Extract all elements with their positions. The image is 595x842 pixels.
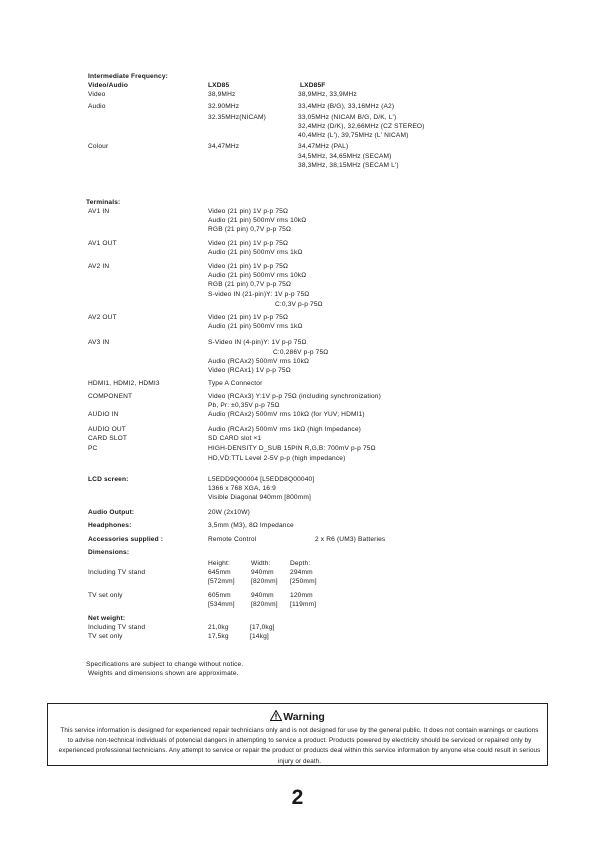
terminal-spec: Audio (RCAx2) 500mV rms 10kΩ — [208, 358, 310, 365]
accessories-batteries: 2 x R6 (UM3) Batteries — [315, 536, 386, 543]
terminal-spec: HD,VD:TTL Level 2-5V p-p (high impedance) — [208, 455, 346, 462]
weight-row-label: Including TV stand — [88, 624, 146, 631]
dim-value: 605mm — [208, 592, 231, 599]
terminal-spec: Audio (21 pin) 500mV rms 10kΩ — [208, 217, 307, 224]
terminal-spec: HIGH-DENSITY D_SUB 15PIN R,G,B: 700mV p-p 75Ω — [208, 445, 376, 452]
if-audio-b: 40,4MHz (L'), 39,75MHz (L' NICAM) — [298, 132, 409, 139]
terminal-label: AV1 IN — [88, 208, 110, 215]
if-audio-b: 33,05MHz (NICAM B/G, D/K, L') — [298, 114, 397, 121]
weight-value: 21,0kg — [208, 624, 229, 631]
dim-value: [250mm] — [290, 578, 317, 585]
dim-value: 645mm — [208, 569, 231, 576]
dim-value: 294mm — [290, 569, 313, 576]
accessories-remote: Remote Control — [208, 536, 257, 543]
net-weight-heading: Net weight: — [88, 615, 126, 622]
terminal-spec: C:0,286V p-p 75Ω — [273, 349, 329, 356]
warning-title: Warning — [283, 711, 325, 723]
terminal-spec: RGB (21 pin) 0,7V p-p 75Ω — [208, 226, 292, 233]
terminal-spec: Video (21 pin) 1V p-p 75Ω — [208, 263, 289, 270]
terminal-spec: Video (21 pin) 1V p-p 75Ω — [208, 314, 289, 321]
audio-output-value: 20W (2x10W) — [208, 509, 250, 516]
if-audio-a: 32.90MHz — [208, 103, 240, 110]
terminals-heading: Terminals: — [86, 199, 121, 206]
dim-row-label: TV set only — [88, 592, 123, 599]
note: Specifications are subject to change without notice. — [86, 661, 244, 668]
if-video-label: Video — [88, 91, 106, 98]
terminal-spec: Audio (21 pin) 500mV rms 1kΩ — [208, 249, 303, 256]
dim-value: [820mm] — [251, 601, 278, 608]
model-b-heading: LXD85F — [300, 82, 326, 89]
dim-value: 120mm — [290, 592, 313, 599]
weight-alt: [14kg] — [250, 633, 269, 640]
terminal-label: PC — [88, 445, 98, 452]
weight-alt: [17,0kg] — [250, 624, 275, 631]
audio-output-label: Audio Output: — [88, 509, 135, 516]
terminal-label: AV2 OUT — [88, 314, 117, 321]
terminal-label: CARD SLOT — [88, 435, 128, 442]
terminal-spec: Video (21 pin) 1V p-p 75Ω — [208, 240, 289, 247]
terminal-label: AV3 IN — [88, 339, 110, 346]
warning-triangle-icon — [270, 710, 282, 721]
if-colour-b: 34,47MHz (PAL) — [298, 143, 349, 150]
if-colour-label: Colour — [88, 143, 109, 150]
terminal-spec: Pb, Pr: ±0,35V p-p 75Ω — [208, 402, 280, 409]
headphones-value: 3,5mm (M3), 8Ω Impedance — [208, 522, 294, 529]
lcd-spec: Visible Diagonal 940mm [800mm] — [208, 494, 311, 501]
if-colour-a: 34,47MHz — [208, 143, 240, 150]
weight-row-label: TV set only — [88, 633, 123, 640]
terminal-spec: Video (RCAx1) 1V p-p 75Ω — [208, 367, 291, 374]
terminal-label: HDMI1, HDMI2, HDMI3 — [88, 380, 160, 387]
terminal-label: COMPONENT — [88, 393, 133, 400]
terminal-label: AUDIO OUT — [88, 426, 126, 433]
dim-row-label: Including TV stand — [88, 569, 146, 576]
page-number: 2 — [291, 786, 304, 809]
dim-value: [119mm] — [290, 601, 317, 608]
terminal-spec: Audio (RCAx2) 500mV rms 1kΩ (high Impedance) — [208, 426, 361, 433]
terminal-spec: S-Video IN (4-pin)Y: 1V p-p 75Ω — [208, 339, 307, 346]
dim-col-depth: Depth: — [290, 560, 311, 567]
if-col-head: Video/Audio — [88, 82, 128, 89]
if-video-a: 38,9MHz — [208, 91, 236, 98]
lcd-spec: 1366 x 768 XGA, 16:9 — [208, 485, 276, 492]
headphones-label: Headphones: — [88, 522, 132, 529]
if-heading: Intermediate Frequency: — [88, 73, 169, 80]
if-audio-b: 33,4MHz (B/G), 33,16MHz (A2) — [298, 103, 395, 110]
terminal-spec: SD CARD slot ×1 — [208, 435, 262, 442]
terminal-spec: Video (21 pin) 1V p-p 75Ω — [208, 208, 289, 215]
terminal-label: AV1 OUT — [88, 240, 117, 247]
if-colour-b: 34,5MHz, 34,65MHz (SECAM) — [298, 153, 392, 160]
warning-box — [47, 703, 548, 766]
dimensions-heading: Dimensions: — [88, 549, 130, 556]
accessories-label: Accessories supplied : — [88, 536, 164, 543]
if-audio-label: Audio — [88, 103, 106, 110]
if-audio-b: 32,4MHz (D/K), 32,66MHz (CZ STEREO) — [298, 123, 425, 130]
terminal-spec: Video (RCAx3) Y:1V p-p 75Ω (including synchronization) — [208, 393, 381, 400]
warning-heading — [48, 710, 547, 723]
note: Weights and dimensions shown are approximate. — [88, 670, 239, 677]
if-audio-a: 32.35MHz(NICAM) — [208, 114, 266, 121]
dim-value: [534mm] — [208, 601, 235, 608]
dim-value: [820mm] — [251, 578, 278, 585]
weight-value: 17,5kg — [208, 633, 229, 640]
terminal-label: AUDIO IN — [88, 411, 119, 418]
terminal-spec: Audio (21 pin) 500mV rms 1kΩ — [208, 323, 303, 330]
terminal-spec: Type A Connector — [208, 380, 263, 387]
dim-value: [572mm] — [208, 578, 235, 585]
dim-col-height: Height: — [208, 560, 230, 567]
terminal-spec: Audio (RCAx2) 500mV rms 10kΩ (for YUV; HDMI1) — [208, 411, 365, 418]
terminal-spec: RGB (21 pin) 0,7V p-p 75Ω — [208, 281, 292, 288]
lcd-spec: L5EDD9Q00004 [L5EDD8Q00040] — [208, 476, 315, 483]
if-colour-b: 38,3MHz, 38,15MHz (SECAM L') — [298, 162, 399, 169]
lcd-label: LCD screen: — [88, 476, 129, 483]
terminal-spec: Audio (21 pin) 500mV rms 10kΩ — [208, 272, 307, 279]
terminal-spec: C:0,3V p-p 75Ω — [275, 301, 323, 308]
dim-value: 940mm — [251, 592, 274, 599]
warning-text: This service information is designed for experienced repair technicians only and is not designed for use by the general public. It does not contain warnings or cautions to advise non-technical individuals of potencial dangers in attempting to service a product. Products powered by electricity should be serviced or repaired only by experienced professional technicians. Any attempt to service or repair the product or products deal within this service information by anyone else could result in serious injury or death. — [58, 727, 541, 765]
terminal-label: AV2 IN — [88, 263, 110, 270]
if-video-b: 38,9MHz, 33,9MHz — [298, 91, 357, 98]
model-a-heading: LXD85 — [208, 82, 230, 89]
dim-col-width: Width: — [251, 560, 271, 567]
dim-value: 940mm — [251, 569, 274, 576]
terminal-spec: S-video IN (21-pin)Y: 1V p-p 75Ω — [208, 291, 310, 298]
